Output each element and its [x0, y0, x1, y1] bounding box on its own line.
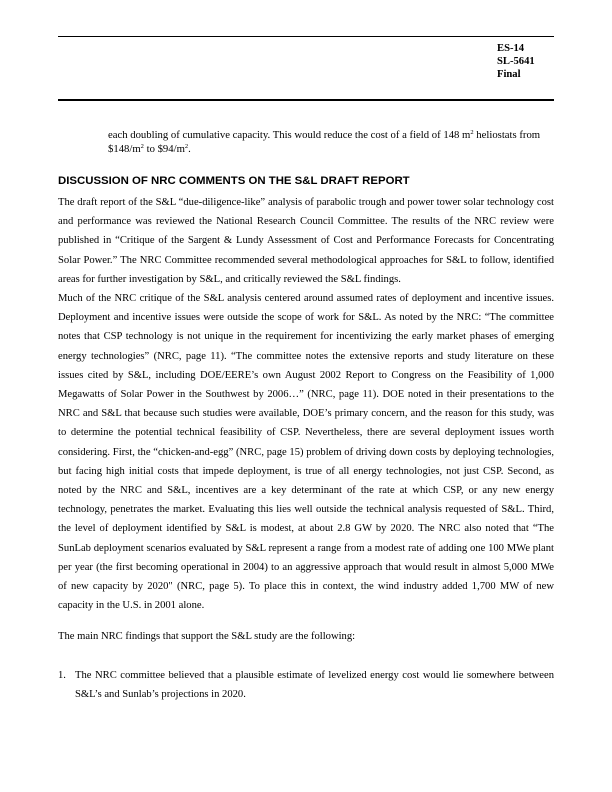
- header-bottom-rule: [58, 99, 554, 101]
- body-paragraph-deployment-critique: Much of the NRC critique of the S&L analysis centered around assumed rates of deployment and incentive issues. Deployment and incentive issues were outside the scope of work for S&L. As noted by the NRC: “The committee notes that CSP technology is not unique in the requirement for incentivizing the early market phases of emerging energy technologies” (NRC, page 11). “The committee notes the extensive reports and study literature on these issues cited by S&L, including DOE/EERE’s own August 2002 Report to Congress on the Feasibility of 1,000 Megawatts of Solar Power in the Southwest by 2006…” (NRC, page 11). DOE noted in their presentations to the NRC and S&L that because such studies were available, DOE’s primary concern, and the reason for this study, was to determine the potential technical feasibility of CSP. Nevertheless, there are several deployment issues worth considering. First, the “chicken-and-egg” (NRC, page 15) problem of driving down costs by deploying technologies, but facing high initial costs that impede deployment, is true of all energy technologies, not just CSP. Second, as noted by the NRC and S&L, incentives are a key determinant of the rate at which CSP, or any new energy technology, penetrates the market. Evaluating this lies well outside the technical analysis requested of S&L. Third, the level of deployment identified by S&L is modest, at about 2.8 GW by 2020. The NRC also noted that “The SunLab deployment scenarios evaluated by S&L represent a range from a modest rate of adding one 100 MWe plant per year (the first becoming operational in 2004) to an aggressive approach that would result in almost 5,000 MWe of new capacity by 2020" (NRC, page 5). To place this in context, the wind industry added 1,700 MW of new capacity in the U.S. in 2001 alone.: [58, 293, 554, 612]
- section-heading: DISCUSSION OF NRC COMMENTS ON THE S&L DRAFT REPORT: [58, 175, 410, 187]
- list-item-number: 1.: [58, 670, 66, 681]
- list-item-text: The NRC committee believed that a plausible estimate of levelized energy cost would lie somewhere between S&L’s and Sunlab’s projections in 2020.: [75, 670, 554, 701]
- body-paragraph-review-summary: The draft report of the S&L “due-diligence-like” analysis of parabolic trough and power tower solar technology cost and performance was reviewed the National Research Council Committee. The results of the NRC review were published in “Critique of the Sargent & Lundy Assessment of Cost and Performance Forecasts for Concentrating Solar Power.” The NRC Committee recommended several methodological approaches for S&L to follow, identified areas for further investigation by S&L, and critically reviewed the S&L findings.: [58, 197, 554, 285]
- continued-text-block: [108, 128, 558, 156]
- body-paragraph-findings-intro: The main NRC findings that support the S&L study are the following:: [58, 631, 356, 642]
- list-item: [58, 666, 554, 704]
- section-page-number: ES-14: [497, 43, 525, 54]
- document-id-block: [497, 42, 535, 81]
- report-status: Final: [497, 69, 521, 80]
- report-number: SL-5641: [497, 56, 535, 67]
- header-top-rule: [58, 36, 554, 37]
- continued-paragraph: each doubling of cumulative capacity. This would reduce the cost of a field of 148 $m^2$ heliostats from $\$148/m^2$ to $\$94/m^2$.: [108, 129, 541, 155]
